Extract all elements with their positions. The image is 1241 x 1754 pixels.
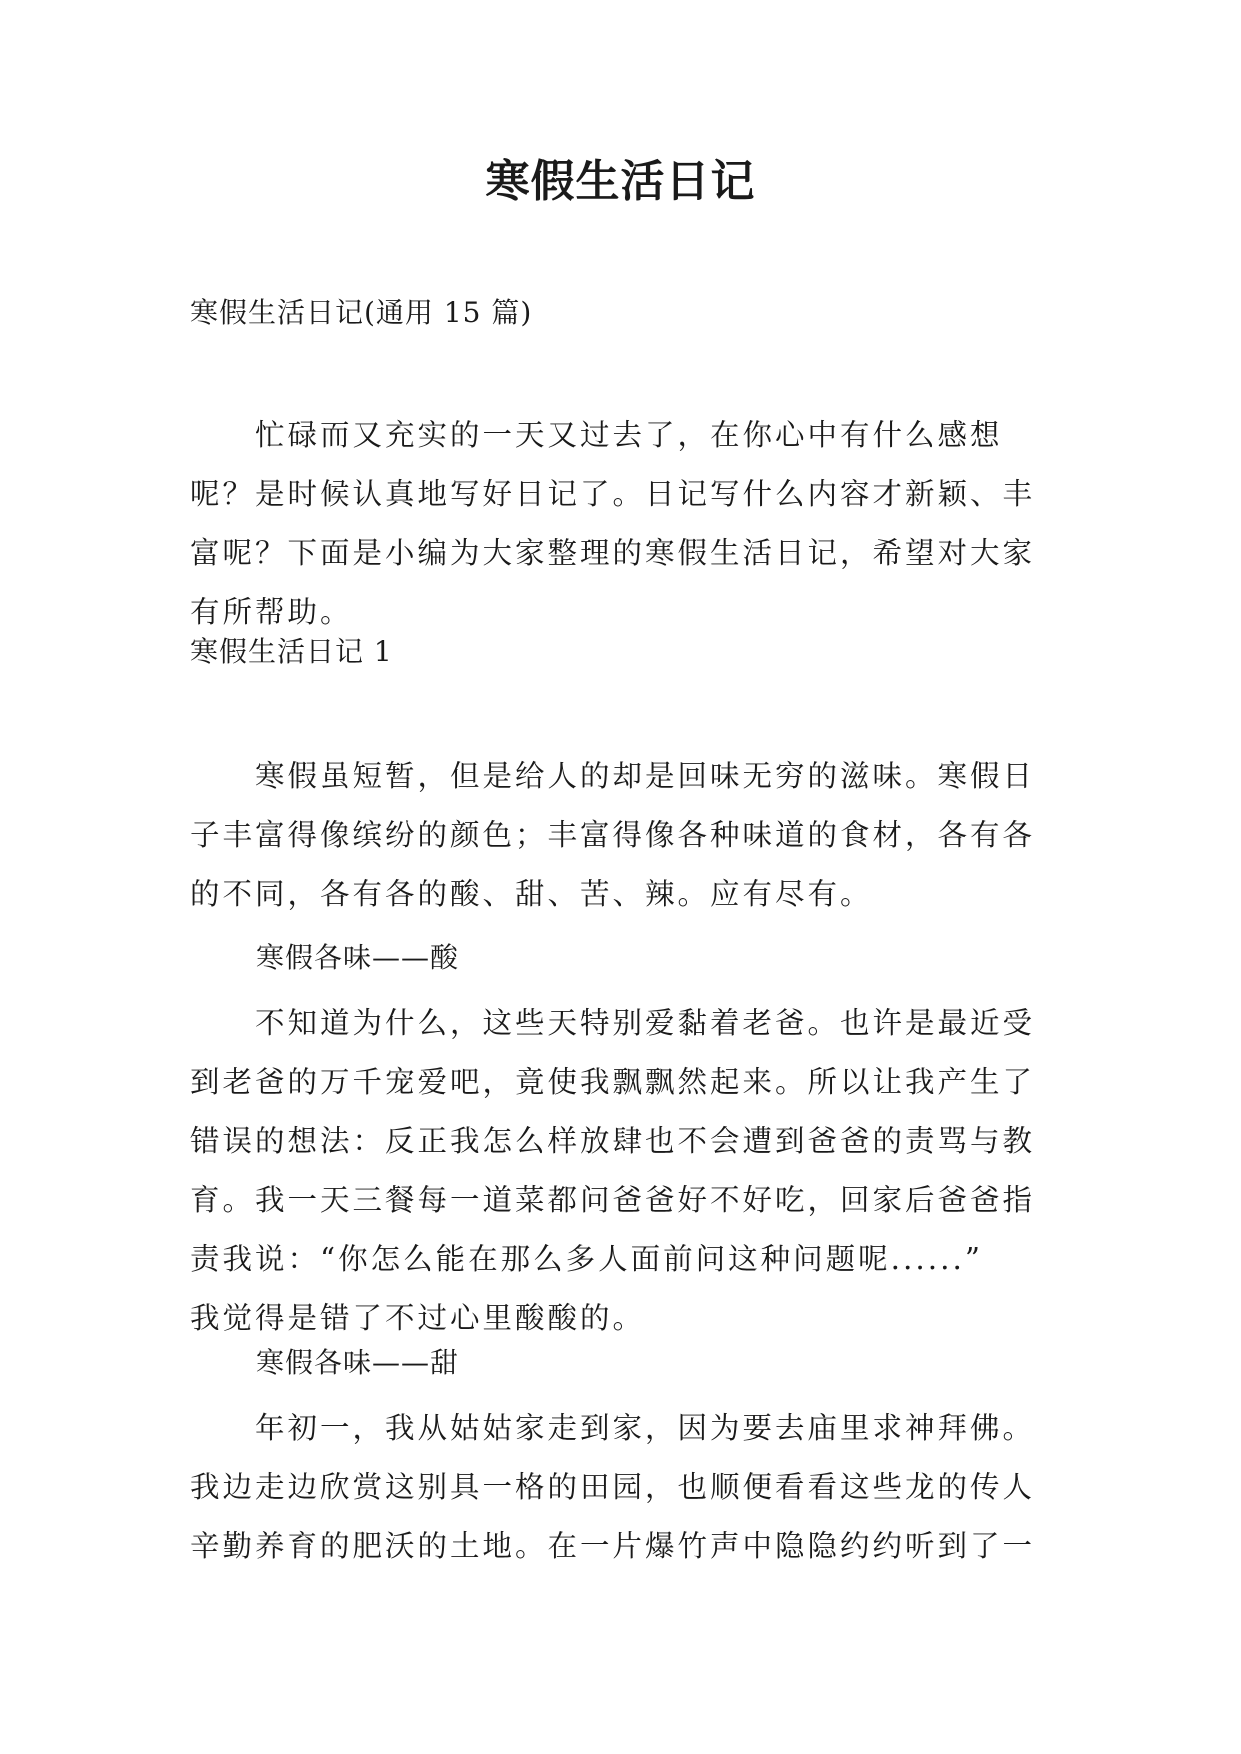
paragraph-line: 的不同，各有各的酸、甜、苦、辣。应有尽有。 <box>190 877 873 911</box>
paragraph-line: 子丰富得像缤纷的颜色；丰富得像各种味道的食材，各有各 <box>190 818 1036 852</box>
sub-heading-sweet: 寒假各味——甜 <box>256 1346 460 1379</box>
paragraph-line: 寒假虽短暂，但是给人的却是回味无穷的滋味。寒假日 <box>190 759 1036 793</box>
intro-line: 忙碌而又充实的一天又过去了，在你心中有什么感想 <box>190 418 1003 452</box>
paragraph-3 <box>190 1399 1052 1576</box>
paragraph-line: 责我说：“你怎么能在那么多人面前问这种问题呢......” <box>190 1242 983 1276</box>
paragraph-line: 错误的想法：反正我怎么样放肆也不会遭到爸爸的责骂与教 <box>190 1124 1036 1158</box>
paragraph-line: 到老爸的万千宠爱吧，竟使我飘飘然起来。所以让我产生了 <box>190 1065 1036 1099</box>
paragraph-line: 我觉得是错了不过心里酸酸的。 <box>190 1301 646 1335</box>
document-title: 寒假生活日记 <box>485 156 756 207</box>
paragraph-line: 不知道为什么，这些天特别爱黏着老爸。也许是最近受 <box>190 1006 1036 1040</box>
intro-line: 呢？是时候认真地写好日记了。日记写什么内容才新颖、丰 <box>190 477 1036 511</box>
paragraph-line: 辛勤养育的肥沃的土地。在一片爆竹声中隐隐约约听到了一 <box>190 1529 1036 1563</box>
paragraph-line: 育。我一天三餐每一道菜都问爸爸好不好吃，回家后爸爸指 <box>190 1183 1036 1217</box>
sub-heading-sour: 寒假各味——酸 <box>256 941 460 974</box>
document-subtitle: 寒假生活日记(通用 15 篇) <box>190 296 533 329</box>
intro-line: 有所帮助。 <box>190 595 353 629</box>
intro-line: 富呢？下面是小编为大家整理的寒假生活日记，希望对大家 <box>190 536 1036 570</box>
paragraph-line: 我边走边欣赏这别具一格的田园，也顺便看看这些龙的传人 <box>190 1470 1036 1504</box>
section-heading: 寒假生活日记 1 <box>190 635 393 668</box>
intro-paragraph <box>190 406 1052 642</box>
paragraph-1 <box>190 747 1052 924</box>
paragraph-line: 年初一，我从姑姑家走到家，因为要去庙里求神拜佛。 <box>190 1411 1036 1445</box>
paragraph-2 <box>190 994 1052 1348</box>
